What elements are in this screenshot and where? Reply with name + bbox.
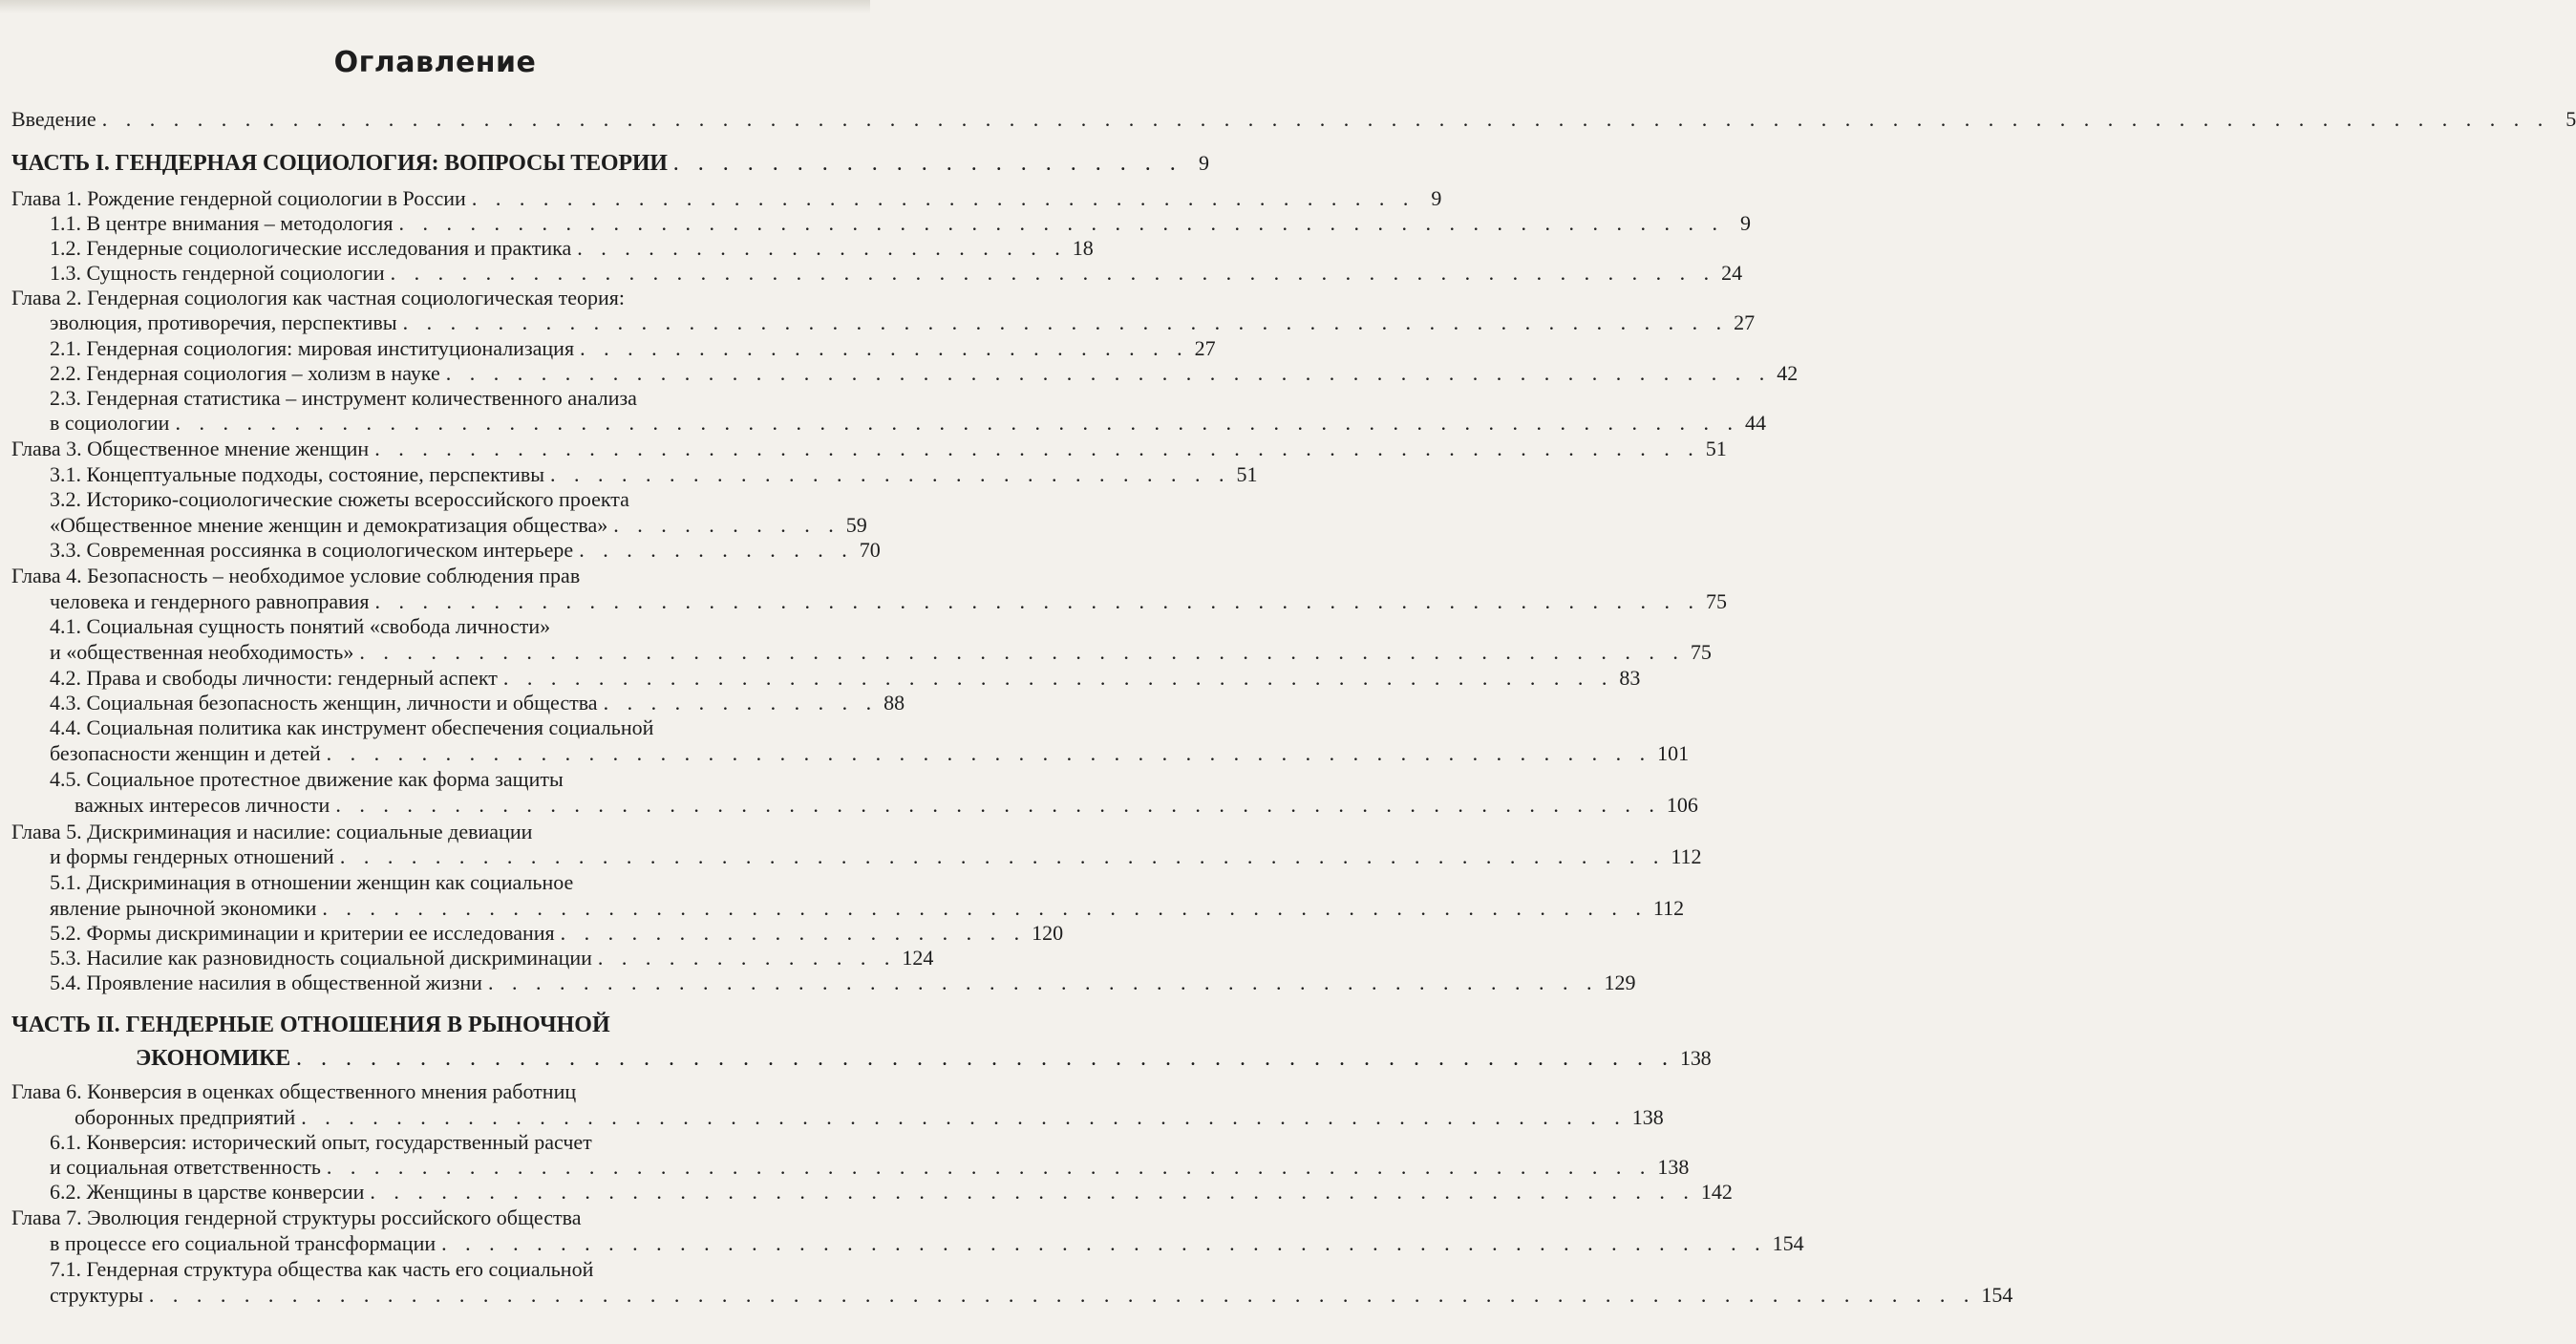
toc-leader-dots: . . . . . . . . . . . . . . . . . . . . . . . . . . . . . . . . . . . . . . . . . . . . . . . . . . . . . . . . bbox=[374, 437, 1700, 460]
toc-leader-dots: . . . . . . . . . . . . . . . . . . . . . . . . . . . . . . . . . . . . . . . . . . . . . . . . . . . . . . . . bbox=[339, 844, 1666, 868]
toc-page-number: 5 bbox=[2565, 107, 2576, 131]
toc-leader-dots: . . . . . . . . . . . . . . . . . . . . . . . . . . . . . . . . . . . . . . . . . . . . . . . . . . . . . . . . bbox=[335, 793, 1661, 817]
toc-page-number: 27 bbox=[1734, 310, 1756, 334]
toc-page-number: 44 bbox=[1744, 411, 1766, 435]
toc-entry-title: человека и гендерного равноправия bbox=[50, 589, 370, 613]
toc-section-line: 5.1. Дискриминация в отношении женщин как социальное bbox=[50, 870, 574, 894]
toc-section bbox=[50, 361, 1799, 386]
toc-entry-title: важных интересов личности bbox=[75, 793, 330, 817]
toc-chapter bbox=[11, 437, 1727, 461]
toc-page-number: 9 bbox=[1431, 186, 1442, 210]
toc-leader-dots: . . . . . . . . . . bbox=[613, 513, 841, 537]
toc-section bbox=[50, 236, 1094, 261]
toc-page-number: 59 bbox=[845, 513, 867, 537]
toc-entry-title: 1.1. В центре внимания – методология bbox=[50, 211, 394, 235]
toc-page-number: 154 bbox=[1772, 1231, 1804, 1255]
toc-leader-dots: . . . . . . . . . . . . . . . . . . . . . . . . . . . . . . . . . . . . . . . . . . . . . . . . . . . . . . . . . . . . . . . . . . . . . . . . . . . . . . . . . . . . . . . . . . . . . . . . . . . . . . . bbox=[101, 107, 2550, 131]
toc-page-number: 101 bbox=[1657, 741, 1690, 765]
toc-leader-dots: . . . . . . . . . . . . . . . . . . . . . . . . . . . . . . . . . . . . . . . . . . . . . . . . . . . . . . . . . . . . . . . . . . . . . . . . . . . . . bbox=[148, 1283, 1976, 1307]
toc-section bbox=[50, 691, 905, 715]
toc-page-number: 88 bbox=[884, 691, 905, 715]
toc-leader-dots: . . . . . . . . . . . . bbox=[579, 538, 854, 562]
toc-section-line: 6.1. Конверсия: исторический опыт, государственный расчет bbox=[50, 1130, 592, 1154]
toc-page-number: 42 bbox=[1777, 361, 1799, 385]
toc-part-heading bbox=[136, 1046, 1712, 1071]
toc-section bbox=[50, 896, 1685, 921]
toc-page-number: 138 bbox=[1631, 1105, 1664, 1129]
toc-entry-title: 1.3. Сущность гендерной социологии bbox=[50, 261, 385, 285]
toc-section bbox=[50, 336, 1216, 361]
toc-chapter bbox=[50, 589, 1727, 614]
toc-chapter-line: Глава 7. Эволюция гендерной структуры российского общества bbox=[11, 1205, 582, 1229]
toc-section bbox=[50, 211, 1751, 236]
toc-leader-dots: . . . . . . . . . . . . . . . . . . . . . . . . . . . . . . . . . . . . . . . . . . . . . . . . . . . . . . . . bbox=[326, 741, 1652, 765]
toc-section bbox=[50, 462, 1258, 487]
toc-page-number: 51 bbox=[1236, 462, 1258, 486]
toc-leader-dots: . . . . . . . . . . . . . . . . . . . . . . . . . . bbox=[580, 336, 1189, 360]
toc-leader-dots: . . . . . . . . . . . . . . . . . . . . . . . . . . . . . . . . . . . . . . . . . . . . . . . . . . . . . . . . . . . . . . . . . . bbox=[175, 411, 1739, 435]
toc-page-number: 75 bbox=[1690, 640, 1712, 664]
toc-section-line: 4.1. Социальная сущность понятий «свобода личности» bbox=[50, 614, 551, 638]
toc-page-number: 27 bbox=[1194, 336, 1216, 360]
toc-leader-dots: . . . . . . . . . . . . . . . . . . . . . . . . . . . . . . . . . . . . . . . . . . . . . . . . . . . . . . . . bbox=[359, 640, 1685, 664]
toc-section-line: 3.2. Историко-социологические сюжеты всероссийского проекта bbox=[50, 487, 629, 511]
toc-part-heading bbox=[11, 151, 1209, 176]
toc-page-number: 106 bbox=[1666, 793, 1698, 817]
toc-section bbox=[50, 1283, 2013, 1308]
toc-entry-title: Введение bbox=[11, 107, 96, 131]
toc-page-number: 154 bbox=[1981, 1283, 2013, 1307]
toc-page-number: 51 bbox=[1705, 437, 1727, 460]
page-title: Оглавление bbox=[333, 46, 537, 79]
toc-chapter bbox=[50, 844, 1702, 869]
toc-entry-title: 5.2. Формы дискриминации и критерии ее исследования bbox=[50, 921, 555, 945]
toc-page-number: 112 bbox=[1671, 844, 1702, 868]
toc-section bbox=[50, 513, 867, 538]
toc-entry-title: в процессе его социальной трансформации bbox=[50, 1231, 436, 1255]
toc-leader-dots: . . . . . . . . . . . . . . . . . . . . . . . . . . . . . . . . . . . . . . . . . . . . . . . . . . . . . . . . bbox=[398, 211, 1724, 235]
toc-page-number: 18 bbox=[1072, 236, 1094, 260]
toc-leader-dots: . . . . . . . . . . . . . . . . . . . . . . . . . . . . . . . . . . . . . . . . . . . . . . . . . . . . . . . . bbox=[374, 589, 1700, 613]
toc-entry-title: эволюция, противоречия, перспективы bbox=[50, 310, 397, 334]
toc-entry-title: 2.1. Гендерная социология: мировая институционализация bbox=[50, 336, 575, 360]
toc-entry-title: 2.2. Гендерная социология – холизм в науке bbox=[50, 361, 440, 385]
toc-entry-title: 3.3. Современная россиянка в социологическом интерьере bbox=[50, 538, 574, 562]
toc-leader-dots: . . . . . . . . . . . . . . . . . . . . . . . . . . . . . . . . . . . . . . . . . . . . . . . . . . . . . . . . bbox=[370, 1180, 1695, 1204]
toc-leader-dots: . . . . . . . . . . . . . bbox=[597, 946, 897, 970]
toc-section bbox=[50, 666, 1641, 691]
toc-page-number: 24 bbox=[1721, 261, 1743, 285]
toc-leader-dots: . . . . . . . . . . . . . . . . . . . . . . . . . . . . . . . . . . . . . . . . . . . . . . . . . . . . . . . . bbox=[445, 361, 1772, 385]
toc-leader-dots: . . . . . . . . . . . . bbox=[603, 691, 879, 715]
toc-section bbox=[75, 793, 1698, 818]
toc-leader-dots: . . . . . . . . . . . . . . . . . . . . . . . . . . . . . bbox=[550, 462, 1231, 486]
toc-leader-dots: . . . . . . . . . . . . . . . . . . . . . . . . . . . . . . . . . . . . . . . . . . . . . . . . . . . . . . . . bbox=[441, 1231, 1767, 1255]
toc-section bbox=[50, 946, 934, 971]
toc-chapter bbox=[75, 1105, 1664, 1130]
toc-page-number: 75 bbox=[1705, 589, 1727, 613]
toc-entry-title: 5.3. Насилие как разновидность социальной дискриминации bbox=[50, 946, 592, 970]
toc-part-heading-line: ЧАСТЬ II. ГЕНДЕРНЫЕ ОТНОШЕНИЯ В РЫНОЧНОЙ bbox=[11, 1013, 610, 1037]
toc-page-number: 112 bbox=[1652, 896, 1685, 920]
toc-chapter bbox=[50, 310, 1756, 335]
toc-page-number: 9 bbox=[1198, 151, 1209, 175]
toc-page-number: 83 bbox=[1619, 666, 1641, 690]
toc-chapter-line: Глава 2. Гендерная социология как частная социологическая теория: bbox=[11, 286, 626, 309]
toc-entry-title: и социальная ответственность bbox=[50, 1155, 321, 1179]
toc-entry-title: и формы гендерных отношений bbox=[50, 844, 334, 868]
toc-leader-dots: . . . . . . . . . . . . . . . . . . . . bbox=[560, 921, 1027, 945]
toc-section-line: 4.5. Социальное протестное движение как форма защиты bbox=[50, 767, 564, 791]
toc-chapter-line: Глава 5. Дискриминация и насилие: социальные девиации bbox=[11, 820, 533, 843]
toc-page-number: 124 bbox=[902, 946, 934, 970]
toc-entry-title: безопасности женщин и детей bbox=[50, 741, 321, 765]
toc-leader-dots: . . . . . . . . . . . . . . . . . . . . . . . . . . . . . . . . . . . . . . . . . . . . . . . bbox=[487, 971, 1599, 994]
toc-chapter-line: Глава 4. Безопасность – необходимое условие соблюдения прав bbox=[11, 564, 581, 587]
toc-page-number: 138 bbox=[1657, 1155, 1690, 1179]
toc-leader-dots: . . . . . . . . . . . . . . . . . . . . . bbox=[577, 236, 1067, 260]
toc-entry bbox=[11, 107, 2576, 132]
toc-entry-title: 6.2. Женщины в царстве конверсии bbox=[50, 1180, 365, 1204]
toc-entry-title: 4.3. Социальная безопасность женщин, личности и общества bbox=[50, 691, 598, 715]
toc-entry-title: и «общественная необходимость» bbox=[50, 640, 354, 664]
toc-entry-title: 4.2. Права и свободы личности: гендерный аспект bbox=[50, 666, 498, 690]
toc-entry-title: ЧАСТЬ I. ГЕНДЕРНАЯ СОЦИОЛОГИЯ: ВОПРОСЫ ТЕОРИИ bbox=[11, 151, 668, 176]
toc-section-line: 7.1. Гендерная структура общества как часть его социальной bbox=[50, 1257, 594, 1281]
toc-entry-title: явление рыночной экономики bbox=[50, 896, 317, 920]
toc-section bbox=[50, 1155, 1690, 1180]
toc-entry-title: «Общественное мнение женщин и демократизация общества» bbox=[50, 513, 608, 537]
toc-section bbox=[50, 640, 1712, 665]
toc-leader-dots: . . . . . . . . . . . . . . . . . . . . . . . . . . . . . . . . . . . . . . . . . . . . . . . . . . . . . . . . bbox=[402, 310, 1729, 334]
toc-section-line: 2.3. Гендерная статистика – инструмент количественного анализа bbox=[50, 386, 637, 410]
toc-page-number: 9 bbox=[1739, 211, 1751, 235]
toc-entry-title: Глава 1. Рождение гендерной социологии в России bbox=[11, 186, 466, 210]
toc-leader-dots: . . . . . . . . . . . . . . . . . . . . . bbox=[672, 151, 1182, 176]
toc-leader-dots: . . . . . . . . . . . . . . . . . . . . . . . . . . . . . . . . . . . . . . . . . . . . . . . . . . . . . . . . bbox=[390, 261, 1716, 285]
toc-section bbox=[50, 538, 881, 563]
toc-page-number: 142 bbox=[1700, 1180, 1733, 1204]
toc-page-number: 129 bbox=[1604, 971, 1636, 994]
toc-section-line: 4.4. Социальная политика как инструмент обеспечения социальной bbox=[50, 715, 654, 739]
toc-page-number: 120 bbox=[1032, 921, 1064, 945]
toc-leader-dots: . . . . . . . . . . . . . . . . . . . . . . . . . . . . . . . . . . . . . . . . . . . . . . . . . . . . . . . . bbox=[326, 1155, 1652, 1179]
toc-leader-dots: . . . . . . . . . . . . . . . . . . . . . . . . . . . . . . . . . . . . . . . . bbox=[471, 186, 1416, 210]
toc-page-number: 70 bbox=[859, 538, 881, 562]
toc-entry-title: ЭКОНОМИКЕ bbox=[136, 1046, 291, 1071]
toc-chapter-line: Глава 6. Конверсия в оценках общественного мнения работниц bbox=[11, 1079, 577, 1103]
toc-leader-dots: . . . . . . . . . . . . . . . . . . . . . . . . . . . . . . . . . . . . . . . . . . . . . . . bbox=[502, 666, 1614, 690]
toc-entry-title: 3.1. Концептуальные подходы, состояние, перспективы bbox=[50, 462, 545, 486]
toc-entry-title: оборонных предприятий bbox=[75, 1105, 296, 1129]
toc-section bbox=[50, 971, 1636, 995]
toc-entry-title: Глава 3. Общественное мнение женщин bbox=[11, 437, 370, 460]
toc-entry-title: 5.4. Проявление насилия в общественной жизни bbox=[50, 971, 482, 994]
toc-page-number: 138 bbox=[1680, 1046, 1712, 1070]
toc-section bbox=[50, 1180, 1733, 1205]
toc-leader-dots: . . . . . . . . . . . . . . . . . . . . . . . . . . . . . . . . . . . . . . . . . . . . . . . . . . . . . . . . bbox=[301, 1105, 1627, 1129]
toc-entry-title: 1.2. Гендерные социологические исследования и практика bbox=[50, 236, 572, 260]
page-top-edge bbox=[0, 0, 870, 13]
toc-entry-title: структуры bbox=[50, 1283, 143, 1307]
toc-chapter bbox=[11, 186, 1442, 211]
toc-section bbox=[50, 411, 1766, 436]
toc-section bbox=[50, 741, 1690, 766]
toc-entry-title: в социологии bbox=[50, 411, 170, 435]
toc-chapter bbox=[50, 1231, 1804, 1256]
toc-leader-dots: . . . . . . . . . . . . . . . . . . . . . . . . . . . . . . . . . . . . . . . . . . . . . . . . . . . . . . . . bbox=[296, 1046, 1675, 1071]
toc-leader-dots: . . . . . . . . . . . . . . . . . . . . . . . . . . . . . . . . . . . . . . . . . . . . . . . . . . . . . . . . bbox=[322, 896, 1648, 920]
toc-section bbox=[50, 921, 1064, 946]
toc-section bbox=[50, 261, 1743, 286]
